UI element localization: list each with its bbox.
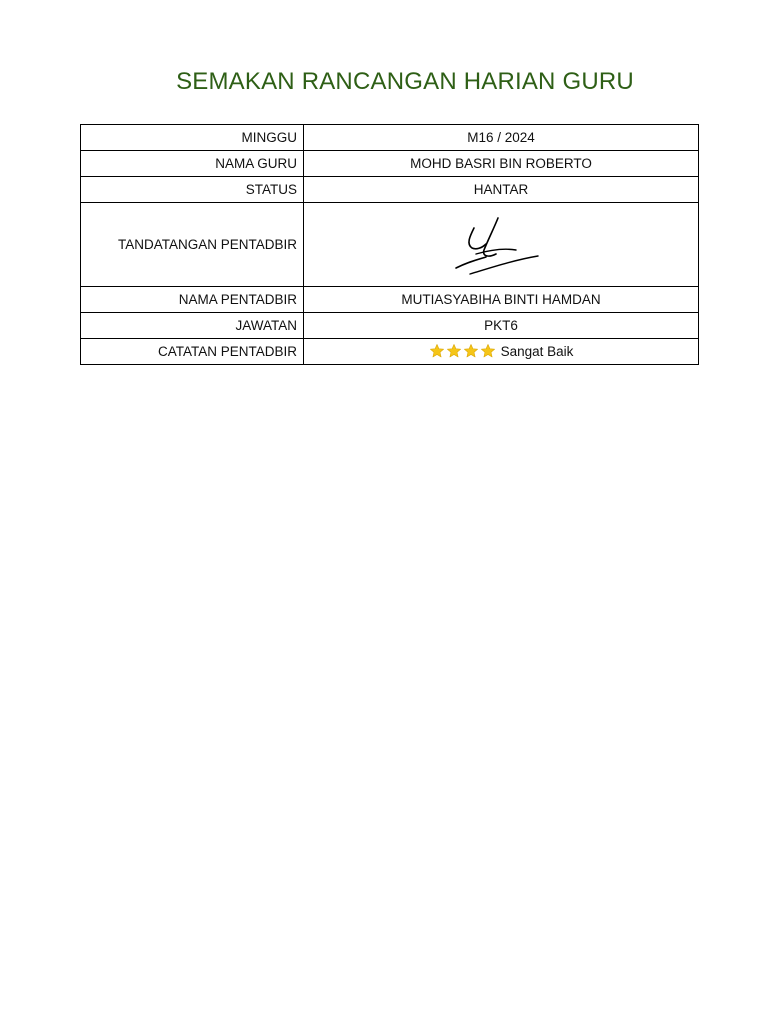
table-row xyxy=(81,287,699,313)
table-row xyxy=(81,125,699,151)
row-value-minggu: M16 / 2024 xyxy=(304,125,699,151)
star-icon xyxy=(446,343,462,359)
row-label-nama-guru: NAMA GURU xyxy=(81,151,304,177)
row-label-tandatangan: TANDATANGAN PENTADBIR xyxy=(81,203,304,287)
row-label-status: STATUS xyxy=(81,177,304,203)
table-row xyxy=(81,339,699,365)
row-value-catatan xyxy=(304,339,699,365)
catatan-text: Sangat Baik xyxy=(500,344,574,359)
table-row xyxy=(81,203,699,287)
star-rating xyxy=(429,343,497,359)
signature-cell xyxy=(304,203,699,287)
row-value-nama-guru: MOHD BASRI BIN ROBERTO xyxy=(304,151,699,177)
star-icon xyxy=(463,343,479,359)
row-label-jawatan: JAWATAN xyxy=(81,313,304,339)
review-table xyxy=(80,124,699,365)
table-row xyxy=(81,313,699,339)
row-value-jawatan: PKT6 xyxy=(304,313,699,339)
row-value-nama-pentadbir: MUTIASYABIHA BINTI HAMDAN xyxy=(304,287,699,313)
row-label-catatan: CATATAN PENTADBIR xyxy=(81,339,304,365)
star-icon xyxy=(429,343,445,359)
row-label-minggu: MINGGU xyxy=(81,125,304,151)
page-title: SEMAKAN RANCANGAN HARIAN GURU xyxy=(176,68,634,95)
table-row xyxy=(81,151,699,177)
row-value-status: HANTAR xyxy=(304,177,699,203)
signature-image xyxy=(446,210,556,280)
table-row xyxy=(81,177,699,203)
row-label-nama-pentadbir: NAMA PENTADBIR xyxy=(81,287,304,313)
star-icon xyxy=(480,343,496,359)
